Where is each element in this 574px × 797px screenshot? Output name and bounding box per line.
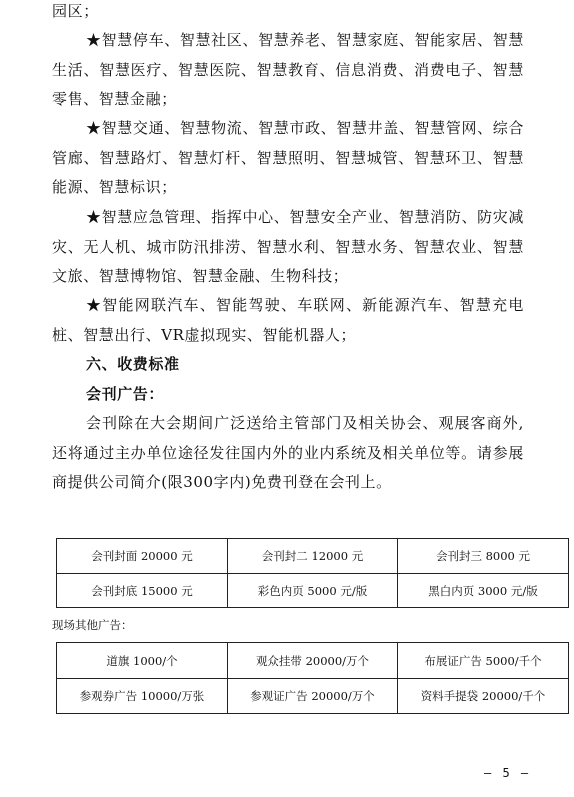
table-cell: 会刊封二 12000 元 xyxy=(228,539,398,574)
table-cell: 观众挂带 20000/万个 xyxy=(228,643,398,679)
section-title: 六、收费标准 xyxy=(86,355,180,373)
table-row xyxy=(57,539,569,574)
table-cell: 资料手提袋 20000/千个 xyxy=(398,679,569,714)
paragraph-park: 园区； xyxy=(52,2,99,20)
table-row xyxy=(57,679,569,714)
table-row xyxy=(57,643,569,679)
table-cell: 参观证广告 20000/万个 xyxy=(228,679,398,714)
table-cell: 会刊封三 8000 元 xyxy=(398,539,569,574)
onsite-ad-fee-table xyxy=(56,642,569,714)
paragraph-smart-living: ★智慧停车、智慧社区、智慧养老、智慧家庭、智能家居、智慧生活、智慧医疗、智慧医院、智慧教育、信息消费、消费电子、智慧零售、智慧金融； xyxy=(52,31,524,108)
table-row xyxy=(57,574,569,608)
table-cell: 会刊封面 20000 元 xyxy=(57,539,228,574)
table-cell: 道旗 1000/个 xyxy=(57,643,228,679)
table-cell: 参观券广告 10000/万张 xyxy=(57,679,228,714)
table-cell: 黑白内页 3000 元/版 xyxy=(398,574,569,608)
paragraph-smart-emergency: ★智慧应急管理、指挥中心、智慧安全产业、智慧消防、防灾减灾、无人机、城市防汛排涝、智慧水利、智慧水务、智慧农业、智慧文旅、智慧博物馆、智慧金融、生物科技； xyxy=(52,208,524,285)
paragraph-smart-vehicle: ★智能网联汽车、智能驾驶、车联网、新能源汽车、智慧充电桩、智慧出行、VR虚拟现实、智能机器人； xyxy=(52,296,524,344)
table-cell: 会刊封底 15000 元 xyxy=(57,574,228,608)
onsite-ads-label: 现场其他广告： xyxy=(52,618,133,632)
table-cell: 布展证广告 5000/千个 xyxy=(398,643,569,679)
paragraph-smart-city: ★智慧交通、智慧物流、智慧市政、智慧井盖、智慧管网、综合管廊、智慧路灯、智慧灯杆、智慧照明、智慧城管、智慧环卫、智慧能源、智慧标识； xyxy=(52,119,524,196)
catalog-ad-fee-table xyxy=(56,538,569,608)
paragraph-catalog-ads: 会刊除在大会期间广泛送给主管部门及相关协会、观展客商外,还将通过主办单位途径发往国内外的业内系统及相关单位等。请参展商提供公司简介(限300字内)免费刊登在会刊上。 xyxy=(52,414,524,491)
section-subtitle: 会刊广告： xyxy=(86,385,165,403)
page-number: – 5 – xyxy=(484,766,531,780)
table-cell: 彩色内页 5000 元/版 xyxy=(228,574,398,608)
